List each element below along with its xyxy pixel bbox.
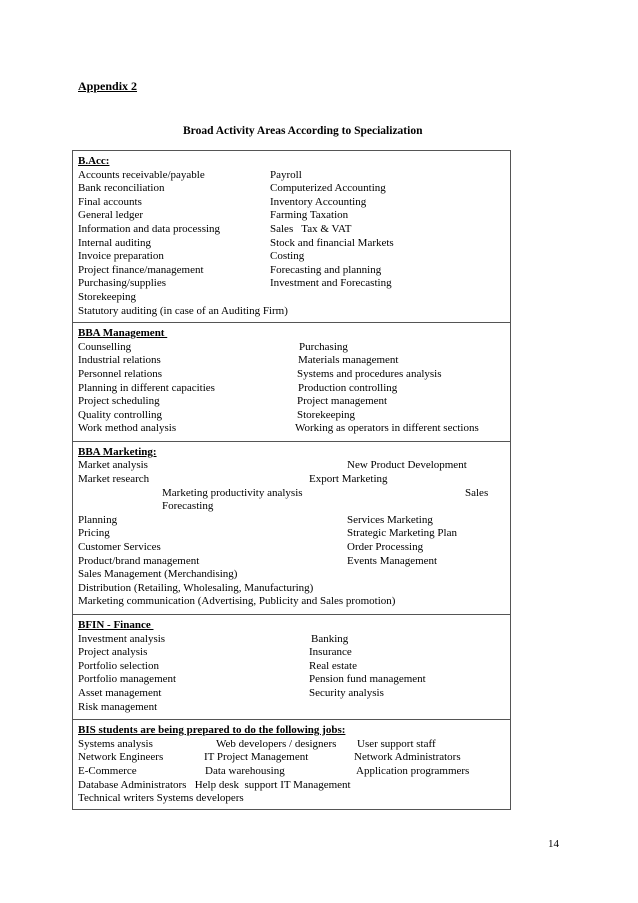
section-bfin (73, 615, 510, 720)
table-row (73, 237, 510, 251)
table-row (73, 792, 510, 806)
cell-left: Distribution (Retailing, Wholesaling, Manufacturing) (78, 581, 314, 594)
cell-left: Portfolio management (78, 673, 177, 686)
specialization-table (72, 150, 511, 810)
cell-right: Security analysis (309, 686, 384, 699)
table-row (73, 646, 510, 660)
cell-left: Project analysis (78, 646, 148, 659)
cell-left: Investment analysis (78, 632, 166, 645)
cell-right: Inventory Accounting (270, 195, 367, 208)
table-row (73, 687, 510, 701)
cell-left: Planning (78, 513, 118, 526)
table-row (73, 196, 510, 210)
page-title: Broad Activity Areas According to Specialization (183, 125, 423, 137)
cell-col2: IT Project Management (204, 751, 309, 764)
table-row (73, 633, 510, 647)
table-row (73, 527, 510, 541)
table-row (73, 305, 510, 319)
table-row (73, 209, 510, 223)
table-row (73, 765, 510, 779)
table-row (73, 595, 510, 609)
table-row (73, 541, 510, 555)
table-row (73, 291, 510, 305)
cell-left: Market analysis (78, 459, 148, 472)
cell-left: Bank reconciliation (78, 182, 165, 195)
cell-col1: Network Engineers (78, 751, 164, 764)
section-bis (73, 720, 510, 809)
cell-left: Purchasing/supplies (78, 277, 166, 290)
cell-right: Strategic Marketing Plan (347, 527, 457, 540)
cell-left: Statutory auditing (in case of an Auditing Firm) (78, 304, 288, 317)
cell-col1: E-Commerce (78, 764, 137, 777)
cell-right: Order Processing (347, 541, 424, 554)
cell-left: General ledger (78, 209, 144, 222)
cell-left: Marketing communication (Advertising, Publicity and Sales promotion) (78, 595, 396, 608)
cell-right: Services Marketing (347, 513, 433, 526)
cell-col1: Technical writers Systems developers (78, 792, 244, 805)
cell-left: Industrial relations (78, 354, 161, 367)
cell-left: Storekeeping (78, 290, 137, 303)
section-bba-marketing (73, 442, 510, 615)
cell-left: Project scheduling (78, 395, 160, 408)
cell-left: Product/brand management (78, 554, 200, 567)
cell-right: Storekeeping (297, 408, 356, 421)
cell-right: Export Marketing (309, 473, 388, 486)
table-row (73, 169, 510, 183)
section-heading-bba-management: BBA Management (78, 327, 168, 340)
cell-right: Computerized Accounting (270, 182, 386, 195)
cell-left: Risk management (78, 700, 158, 713)
table-row (73, 500, 510, 514)
cell-right: Materials management (298, 354, 399, 367)
cell-left: Personnel relations (78, 367, 163, 380)
cell-right: Banking (311, 632, 349, 645)
cell-left: Accounts receivable/payable (78, 168, 205, 181)
table-row (73, 673, 510, 687)
cell-right: Forecasting and planning (270, 263, 382, 276)
cell-right: Working as operators in different sections (295, 422, 479, 435)
cell-right: Sales Tax & VAT (270, 222, 352, 235)
cell-left: Invoice preparation (78, 250, 164, 263)
table-row (73, 459, 510, 473)
cell-left: Final accounts (78, 195, 142, 208)
cell-left: Forecasting (162, 500, 214, 513)
cell-left: Quality controlling (78, 408, 163, 421)
cell-right: Real estate (309, 659, 357, 672)
table-row (73, 182, 510, 196)
table-row (73, 368, 510, 382)
table-row (73, 779, 510, 793)
table-row (73, 514, 510, 528)
cell-right: Costing (270, 250, 305, 263)
cell-right: Sales (465, 486, 489, 499)
cell-left: Market research (78, 473, 150, 486)
cell-left: Asset management (78, 686, 162, 699)
table-row (73, 250, 510, 264)
cell-left: Planning in different capacities (78, 381, 215, 394)
cell-col3: Network Administrators (354, 751, 461, 764)
cell-left: Customer Services (78, 541, 161, 554)
table-row (73, 422, 510, 436)
cell-left: Sales Management (Merchandising) (78, 568, 238, 581)
table-row (73, 487, 510, 501)
cell-left: Work method analysis (78, 422, 177, 435)
cell-right: Insurance (309, 646, 352, 659)
cell-right: Project management (297, 395, 388, 408)
table-row (73, 395, 510, 409)
cell-col2: Data warehousing (205, 764, 285, 777)
section-heading-bfin: BFIN - Finance (78, 619, 154, 631)
table-row (73, 701, 510, 715)
table-row (73, 277, 510, 291)
section-bacc (73, 151, 510, 323)
table-row (73, 751, 510, 765)
section-heading-bis: BIS students are being prepared to do the following jobs: (78, 724, 346, 737)
cell-left: Pricing (78, 527, 110, 540)
table-row (73, 264, 510, 278)
cell-left: Marketing productivity analysis (162, 486, 303, 499)
cell-right: Production controlling (298, 381, 398, 394)
table-row (73, 473, 510, 487)
cell-left: Counselling (78, 340, 132, 353)
table-row (73, 341, 510, 355)
cell-left: Portfolio selection (78, 659, 159, 672)
cell-right: Investment and Forecasting (270, 277, 392, 290)
cell-right: Purchasing (299, 340, 348, 353)
table-row (73, 354, 510, 368)
table-row (73, 409, 510, 423)
appendix-heading: Appendix 2 (78, 79, 138, 93)
cell-right: Stock and financial Markets (270, 236, 394, 249)
table-row (73, 582, 510, 596)
cell-right: New Product Development (347, 459, 467, 472)
cell-right: Farming Taxation (270, 209, 349, 222)
section-heading-bacc: B.Acc: (78, 155, 110, 167)
section-bba-management (73, 323, 510, 442)
cell-col3: Application programmers (356, 764, 470, 777)
cell-right: Events Management (347, 554, 438, 567)
section-heading-bba-marketing: BBA Marketing: (78, 445, 157, 458)
cell-col2: Web developers / designers (216, 737, 337, 750)
table-row (73, 738, 510, 752)
cell-right: Pension fund management (309, 673, 426, 686)
table-row (73, 382, 510, 396)
table-row (73, 223, 510, 237)
cell-left: Internal auditing (78, 236, 152, 249)
cell-col1: Database Administrators Help desk support IT Management (78, 778, 351, 791)
cell-left: Information and data processing (78, 222, 221, 235)
cell-right: Payroll (270, 168, 302, 181)
cell-col1: Systems analysis (78, 737, 153, 750)
cell-col3: User support staff (357, 737, 436, 750)
table-row (73, 555, 510, 569)
cell-left: Project finance/management (78, 263, 204, 276)
page-number: 14 (548, 838, 559, 850)
table-row (73, 568, 510, 582)
cell-right: Systems and procedures analysis (297, 367, 442, 380)
table-row (73, 660, 510, 674)
